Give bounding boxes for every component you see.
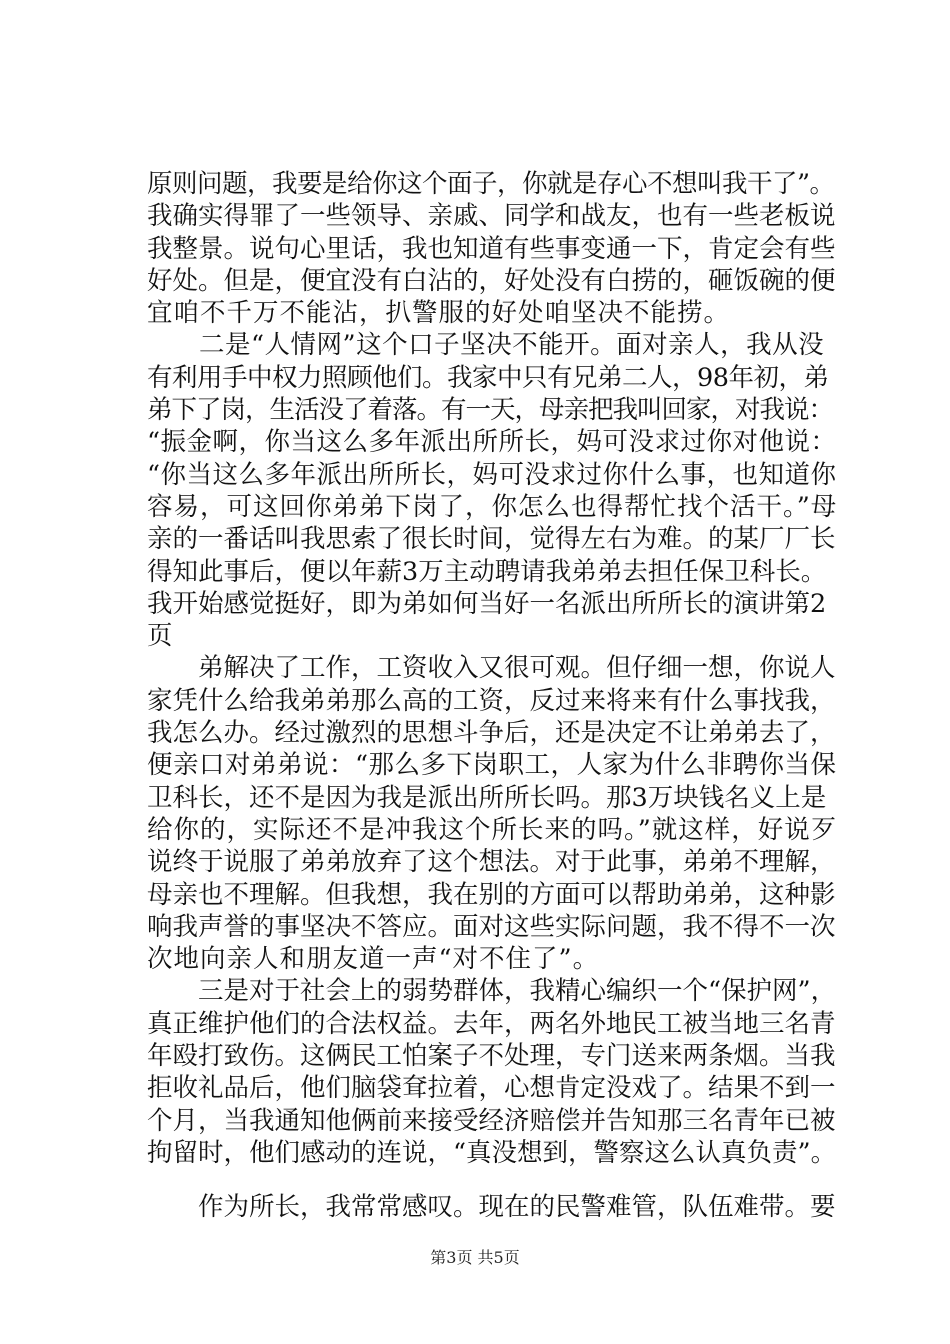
text-line: 给你的，实际还不是冲我这个所长来的吗。”就这样，好说歹 (147, 814, 838, 845)
paragraph-gap (147, 1169, 837, 1191)
text-line: 年殴打致伤。这俩民工怕案子不处理，专门送来两条烟。当我 (147, 1041, 836, 1072)
text-line: 原则问题，我要是给你这个面子，你就是存心不想叫我干了”。 (147, 169, 835, 199)
text-line: 作为所长，我常常感叹。现在的民警难管，队伍难带。要 (147, 1192, 836, 1223)
text-line: 响我声誉的事坚决不答应。面对这些实际问题，我不得不一次 (147, 911, 836, 942)
text-line: 三是对于社会上的弱势群体，我精心编织一个“保护网”， (147, 976, 837, 1007)
text-line: “振金啊，你当这么多年派出所所长，妈可没求过你对他说： (147, 427, 837, 458)
text-line: 个月，当我通知他俩前来接受经济赔偿并告知那三名青年已被 (147, 1105, 836, 1136)
text-line: 卫科长，还不是因为我是派出所所长吗。那3万块钱名义上是 (147, 782, 827, 813)
text-line: 说终于说服了弟弟放弃了这个想法。对于此事，弟弟不理解， (147, 847, 836, 878)
text-line: 亲的一番话叫我思索了很长时间，觉得左右为难。的某厂厂长 (147, 524, 836, 555)
text-line: 宜咱不千万不能沾，扒警服的好处咱坚决不能捞。 (147, 298, 731, 329)
text-line: 我开始感觉挺好，即为弟如何当好一名派出所所长的演讲第2 (147, 588, 827, 619)
text-line: 母亲也不理解。但我想，我在别的方面可以帮助弟弟，这种影 (147, 879, 836, 910)
text-line: 家凭什么给我弟弟那么高的工资，反过来将来有什么事找我， (147, 685, 836, 716)
page-number-label: 第3页 共5页 (430, 1248, 520, 1267)
text-line: 拘留时，他们感动的连说，“真没想到，警察这么认真负责”。 (147, 1137, 837, 1168)
text-line: 我确实得罪了一些领导、亲戚、同学和战友，也有一些老板说 (147, 201, 836, 232)
text-line: 有利用手中权力照顾他们。我家中只有兄弟二人，98年初，弟 (147, 362, 829, 393)
text-line: 容易，可这回你弟弟下岗了，你怎么也得帮忙找个活干。”母 (147, 491, 838, 522)
text-line: 弟下了岗，生活没了着落。有一天，母亲把我叫回家，对我说： (147, 395, 834, 426)
text-line: 我怎么办。经过激烈的思想斗争后，还是决定不让弟弟去了， (147, 718, 836, 749)
text-line: 便亲口对弟弟说：“那么多下岗职工，人家为什么非聘你当保 (147, 750, 837, 781)
text-line: 拒收礼品后，他们脑袋耷拉着，心想肯定没戏了。结果不到一 (147, 1073, 836, 1104)
text-line: 页 (147, 621, 174, 652)
text-line: 好处。但是，便宜没有白沾的，好处没有白捞的，砸饭碗的便 (147, 265, 836, 296)
text-line: 次地向亲人和朋友道一声“对不住了”。 (147, 944, 600, 975)
text-line: 弟解决了工作，工资收入又很可观。但仔细一想，你说人 (147, 653, 836, 684)
text-line: 二是“人情网”这个口子坚决不能开。面对亲人，我从没 (147, 330, 825, 361)
text-line: 真正维护他们的合法权益。去年，两名外地民工被当地三名青 (147, 1008, 836, 1039)
text-line: 得知此事后，便以年薪3万主动聘请我弟弟去担任保卫科长。 (147, 556, 827, 587)
document-body (147, 168, 837, 1224)
text-line: “你当这么多年派出所所长，妈可没求过你什么事，也知道你 (147, 459, 837, 490)
page-footer (0, 1245, 950, 1268)
text-line: 我整景。说句心里话，我也知道有些事变通一下，肯定会有些 (147, 233, 836, 264)
